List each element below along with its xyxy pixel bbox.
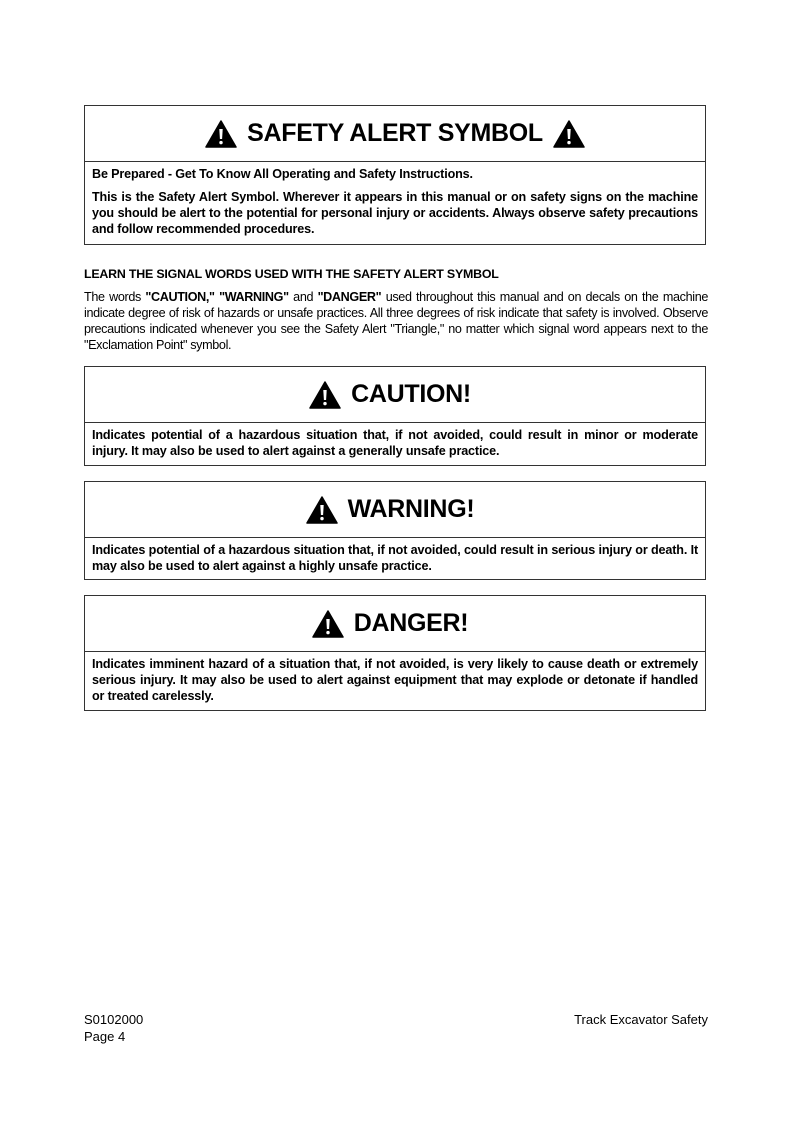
- warning-triangle-icon: [312, 610, 344, 638]
- intro-rest: used throughout this manual and on decals on the machine indicate degree of risk of hazards or unsafe practices. All three degrees of risk indicate that safety is involved. Observe precautions indicated whenever you see the Safety Alert "Triangle," no matter which signal word appears next to the "Exclamation Point" symbol.: [84, 290, 709, 352]
- word-danger: "DANGER": [317, 290, 382, 304]
- warning-box: [84, 481, 706, 580]
- safety-alert-body: This is the Safety Alert Symbol. Wherever it appears in this manual or on safety signs on the machine you should be alert to the potential for personal injury or accidents. Always observe safety precautions and follow recommended procedures.: [92, 190, 698, 236]
- footer-title: Track Excavator Safety: [574, 1012, 708, 1027]
- safety-alert-subtitle: Be Prepared - Get To Know All Operating and Safety Instructions.: [92, 167, 473, 181]
- intro-text: The words: [84, 290, 146, 304]
- footer-left: [84, 1011, 143, 1045]
- warning-triangle-icon: [205, 120, 237, 148]
- warning-triangle-icon: [553, 120, 585, 148]
- word-warning: "WARNING": [219, 290, 289, 304]
- signal-words-intro: [84, 289, 708, 353]
- signal-words-section: [84, 267, 708, 353]
- signal-words-heading: LEARN THE SIGNAL WORDS USED WITH THE SAFETY ALERT SYMBOL: [84, 267, 499, 281]
- danger-box: [84, 595, 706, 711]
- caution-body: Indicates potential of a hazardous situation that, if not avoided, could result in minor or moderate injury. It may also be used to alert against a generally unsafe practice.: [92, 428, 698, 458]
- intro-and: and: [288, 290, 318, 304]
- warning-triangle-icon: [306, 496, 338, 524]
- caution-box: [84, 366, 706, 466]
- word-caution: "CAUTION,": [145, 290, 215, 304]
- warning-body: Indicates potential of a hazardous situation that, if not avoided, could result in serious injury or death. It may also be used to alert against a highly unsafe practice.: [92, 543, 698, 573]
- doc-code: S0102000: [84, 1012, 144, 1027]
- danger-header: [85, 596, 705, 652]
- warning-header: [85, 482, 705, 538]
- warning-title: WARNING!: [347, 495, 475, 523]
- safety-alert-box: [84, 105, 706, 245]
- caution-title: CAUTION!: [351, 380, 471, 408]
- safety-alert-title: SAFETY ALERT SYMBOL: [247, 119, 543, 147]
- page-number: Page 4: [84, 1029, 126, 1044]
- danger-title: DANGER!: [353, 609, 469, 637]
- warning-triangle-icon: [309, 381, 341, 409]
- caution-header: [85, 367, 705, 423]
- safety-alert-header: [85, 106, 705, 162]
- danger-body: Indicates imminent hazard of a situation that, if not avoided, is very likely to cause death or extremely serious injury. It may also be used to alert against equipment that may explode or detonate if handled or treated carelessly.: [92, 657, 698, 703]
